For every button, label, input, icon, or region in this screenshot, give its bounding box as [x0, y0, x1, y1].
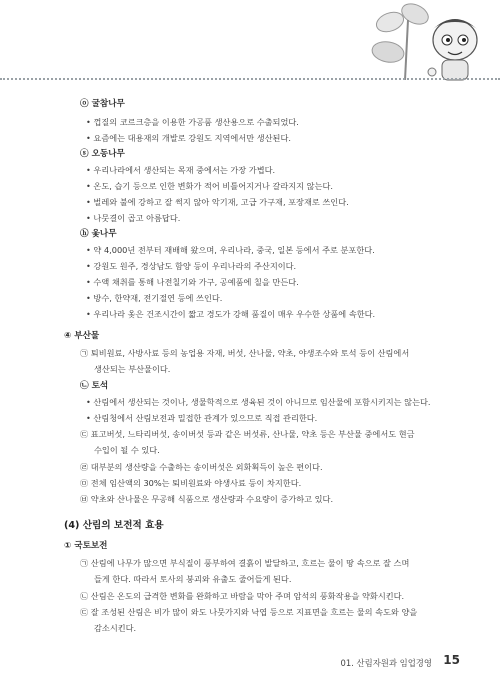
section-heading: ⓞ 굴참나무 — [80, 99, 125, 109]
text-line: • 우리나라 옻은 건조시간이 짧고 경도가 강해 품질이 매우 우수한 상품에 속한다. — [86, 309, 376, 319]
text-line: • 요즘에는 대용재의 개발로 강원도 지역에서만 생산된다. — [86, 133, 291, 143]
section-heading: ⓢ 오동나무 — [80, 149, 125, 159]
text-line: ㉠ 퇴비원료, 사방사료 등의 농업용 자재, 버섯, 산나물, 약초, 야생조수와 토석 등이 산림에서 — [80, 348, 410, 358]
text-line: 들게 한다. 따라서 토사의 붕괴와 유출도 줄어들게 된다. — [94, 574, 292, 584]
text-line: • 산림청에서 산림보전과 밀접한 관계가 있으므로 직접 관리한다. — [86, 413, 318, 423]
text-line: 감소시킨다. — [94, 623, 137, 633]
text-line: • 방수, 한약재, 전기절연 등에 쓰인다. — [86, 293, 223, 303]
page-number: 15 — [443, 653, 460, 667]
text-line: ㉢ 표고버섯, 느타리버섯, 송이버섯 등과 같은 버섯류, 산나물, 약초 등은 부산물 중에서도 현금 — [80, 429, 415, 439]
text-line: ㉢ 잘 조성된 산림은 비가 많이 와도 나뭇가지와 낙엽 등으로 지표면을 흐르는 물의 속도와 양을 — [80, 607, 418, 617]
section-heading: ⓗ 옻나무 — [80, 229, 117, 239]
text-line: ㉠ 산림에 나무가 많으면 부식질이 풍부하여 결흙이 발달하고, 흐르는 물이 땅 속으로 잘 스며 — [80, 558, 410, 568]
text-line: • 산림에서 생산되는 것이나, 생물학적으로 생육된 것이 아니므로 임산물에 포함시키지는 않는다. — [86, 397, 431, 407]
text-line: • 약 4,000년 전부터 재배해 왔으며, 우리나라, 중국, 일본 등에서 주로 분포한다. — [86, 245, 375, 255]
text-line: ㉥ 약초와 산나물은 무공해 식품으로 생산량과 수요량이 증가하고 있다. — [80, 494, 334, 504]
text-line: 수입이 될 수 있다. — [94, 445, 160, 455]
section-heading: ① 국토보전 — [64, 541, 108, 551]
mascot-illustration — [360, 0, 500, 86]
text-line: • 온도, 습기 등으로 인한 변화가 적어 비틀어지거나 갈라지지 않는다. — [86, 181, 334, 191]
text-line: • 강원도 원주, 경상남도 함양 등이 우리나라의 주산지이다. — [86, 261, 297, 271]
section-heading: ④ 부산물 — [64, 331, 100, 341]
section-heading: (4) 산림의 보전적 효용 — [64, 520, 164, 531]
text-line: 생산되는 부산물이다. — [94, 364, 171, 374]
text-line: ㉡ 산림은 온도의 급격한 변화를 완화하고 바람을 막아 주며 암석의 풍화작용을 약화시킨다. — [80, 591, 405, 601]
text-line: • 나뭇결이 곱고 아름답다. — [86, 213, 181, 223]
text-line: • 껍질의 코르크층을 이용한 가공품 생산용으로 수출되었다. — [86, 117, 299, 127]
footer-chapter: 01. 산림자원과 임업경영 — [340, 658, 432, 668]
text-line: • 벌레와 불에 강하고 잘 썩지 않아 악기재, 고급 가구재, 포장재로 쓰인다. — [86, 197, 349, 207]
text-line: • 수액 채취를 통해 나전칠기와 가구, 공예품에 칠을 만든다. — [86, 277, 299, 287]
section-heading: ㉡ 토석 — [80, 381, 109, 391]
header-divider — [0, 78, 500, 80]
text-line: ㉤ 전체 임산액의 30%는 퇴비원료와 야생사료 등이 차지한다. — [80, 478, 302, 488]
text-line: ㉣ 대부분의 생산량을 수출하는 송이버섯은 외화획득이 높은 편이다. — [80, 462, 323, 472]
text-line: • 우리나라에서 생산되는 목재 중에서는 가장 가볍다. — [86, 165, 276, 175]
